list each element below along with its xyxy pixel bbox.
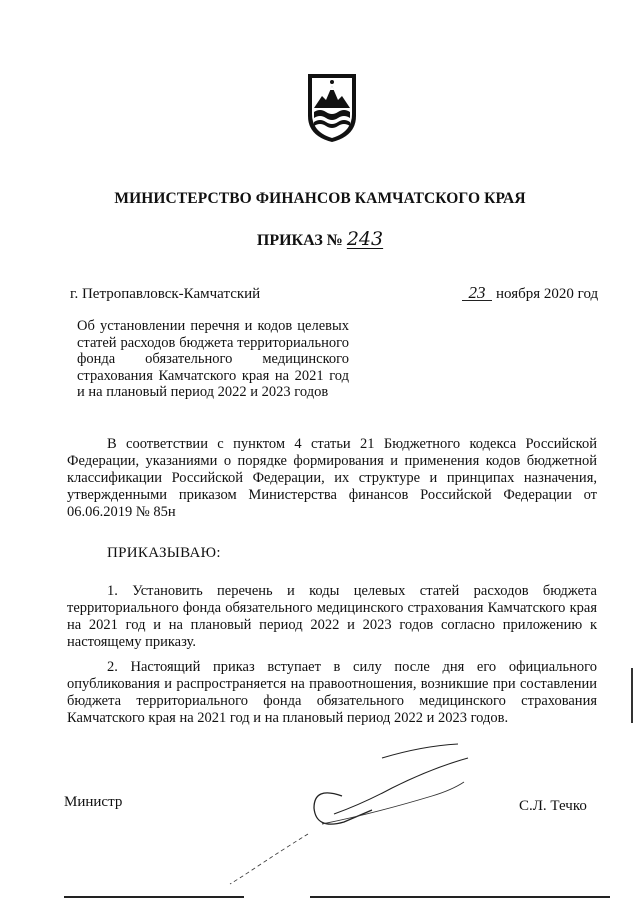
city: г. Петропавловск-Камчатский bbox=[70, 286, 261, 302]
order-subject: Об установлении перечня и кодов целевых статей расходов бюджета территориального фонда обязательного медицинского страхования Камчатского края на 2021 год и на плановый период 2022 и 2023 годов bbox=[77, 318, 349, 400]
preamble-paragraph: В соответствии с пунктом 4 статьи 21 Бюджетного кодекса Российской Федерации, указаниями о порядке формирования и применения кодов бюджетной классификации Российской Федерации, их структуре и принципах назначения, утвержденными приказом Министерства финансов Российской Федерации от 06.06.2019 № 85н bbox=[67, 436, 597, 520]
order-day: 23 bbox=[462, 286, 492, 301]
coat-of-arms-icon bbox=[306, 72, 358, 144]
margin-mark bbox=[631, 668, 633, 723]
signatory-name: С.Л. Течко bbox=[519, 798, 587, 814]
bottom-rule-left bbox=[64, 896, 244, 898]
order-month-year: ноября 2020 год bbox=[496, 286, 599, 302]
order-heading bbox=[0, 228, 640, 250]
order-number: 243 bbox=[346, 228, 384, 250]
order-item-1: 1. Установить перечень и коды целевых статей расходов бюджета территориального фонда обязательного медицинского страхования Камчатского края на 2021 год и на плановый период 2022 и 2023 годов согласно приложению к настоящему приказу. bbox=[67, 583, 597, 650]
ministry-title: МИНИСТЕРСТВО ФИНАНСОВ КАМЧАТСКОГО КРАЯ bbox=[114, 190, 526, 207]
order-word: ПРИКАЗЫВАЮ: bbox=[107, 545, 221, 561]
order-item-2: 2. Настоящий приказ вступает в силу после дня его официального опубликования и распространяется на правоотношения, возникшие при составлении бюджета территориального фонда обязательного медицинского страхования Камчатского края на 2021 год и на плановый период 2022 и 2023 годов. bbox=[67, 659, 597, 726]
order-date bbox=[462, 283, 599, 303]
bottom-rule-right bbox=[310, 896, 610, 898]
signatory-position: Министр bbox=[64, 794, 123, 810]
signature-icon bbox=[222, 738, 482, 888]
order-label: ПРИКАЗ № bbox=[256, 232, 343, 249]
